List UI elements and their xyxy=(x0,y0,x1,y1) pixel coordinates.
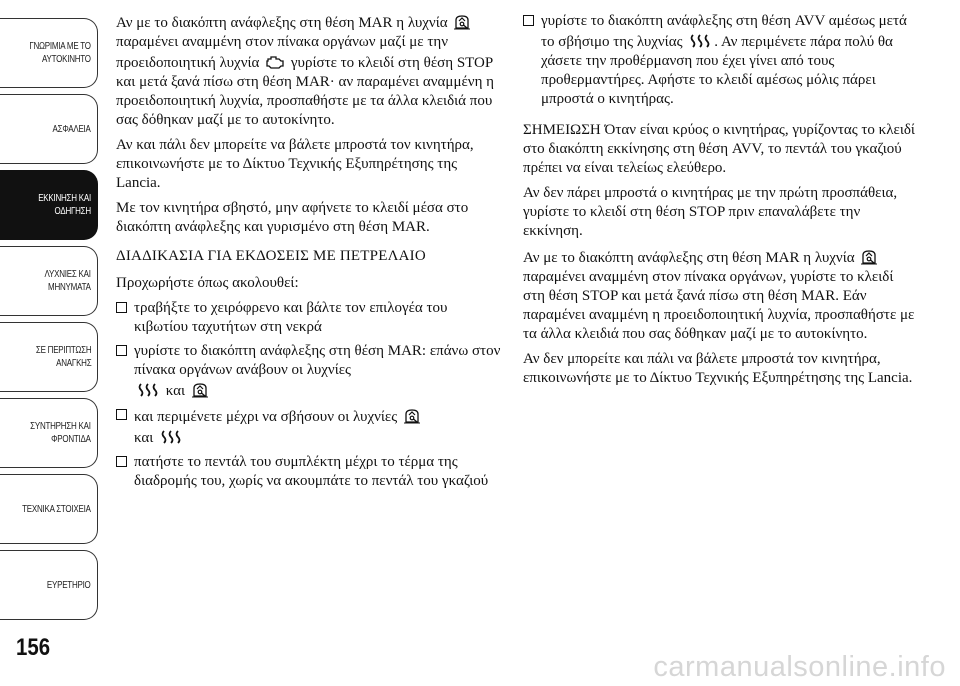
glow-plug-icon xyxy=(688,31,712,49)
glow-plug-icon xyxy=(136,380,160,398)
list-item: γυρίστε το διακόπτη ανάφλεξης στη θέση AVV αμέσως μετά το σβήσιμο της λυχνίας . Αν περιμένετε πάρα πολύ θα χάσετε την προθέρμανση που έχει γίνει από τους προθερμαντήρες. Αφήστε το κλειδί αμέσως μόλις πάρει μπροστά ο κινητήρας. xyxy=(523,12,915,109)
paragraph-retry: Αν δεν πάρει μπροστά ο κινητήρας με την πρώτη προσπάθεια, γυρίστε το κλειδί στη θέση STOP πριν επαναλάβετε την εκκίνηση. xyxy=(523,185,898,239)
checkbox-bullet-icon xyxy=(116,302,127,313)
section-heading-diesel: ΔΙΑΔΙΚΑΣΙΑ ΓΙΑ ΕΚΔΟΣΕΙΣ ΜΕ ΠΕΤΡΕΛΑΙΟ xyxy=(116,248,426,264)
paragraph-intro: Προχωρήστε όπως ακολουθεί: xyxy=(116,275,299,291)
tab-technical-data[interactable]: ΤΕΧΝΙΚΑ ΣΤΟΙΧΕΙΑ xyxy=(0,474,98,544)
list-item: και περιμένετε μέχρι να σβήσουν οι λυχνίες και xyxy=(116,406,502,448)
engine-warning-icon xyxy=(265,52,285,70)
tab-warning-lights[interactable]: ΛΥΧΝΙΕΣ ΚΑΙ ΜΗΝΥΜΑΤΑ xyxy=(0,246,98,316)
right-column xyxy=(523,12,915,394)
immobilizer-key-icon xyxy=(860,247,878,265)
paragraph-contact-service: Αν και πάλι δεν μπορείτε να βάλετε μπροστά τον κινητήρα, επικοινωνήστε με το Δίκτυο Τεχνικής Εξυπηρέτησης της Lancia. xyxy=(116,137,474,191)
paragraph-immobilizer: Αν με το διακόπτη ανάφλεξης στη θέση MAR η λυχνία παραμένει αναμμένη στον πίνακα οργάνων μαζί με την προειδοποιητική λυχνία γυρίστε το κλειδί στη θέση STOP και μετά ξανά πίσω στη θέση MAR· αν παραμένει αναμμένη η προειδοποιητική λυχνία, προσπαθήστε με τα άλλα κλειδιά που σας δόθηκαν μαζί με το αυτοκίνητο. xyxy=(116,12,502,130)
paragraph-engine-off: Με τον κινητήρα σβηστό, μην αφήνετε το κλειδί μέσα στο διακόπτη ανάφλεξης και γυρισμένο στη θέση MAR. xyxy=(116,200,469,235)
note-paragraph: ΣΗΜΕΙΩΣΗ Όταν είναι κρύος ο κινητήρας, γυρίζοντας το κλειδί στο διακόπτη εκκίνησης στη θέση AVV, το πεντάλ του γκαζιού πρέπει να είναι τελείως ελεύθερο. xyxy=(523,122,915,176)
checkbox-bullet-icon xyxy=(116,409,127,420)
tab-safety[interactable]: ΑΣΦΑΛΕΙΑ xyxy=(0,94,98,164)
checkbox-bullet-icon xyxy=(116,456,127,467)
list-item: τραβήξτε το χειρόφρενο και βάλτε τον επιλογέα του κιβωτίου ταχυτήτων στη νεκρά xyxy=(116,299,502,337)
paragraph-immobilizer-mar: Αν με το διακόπτη ανάφλεξης στη θέση MAR η λυχνία παραμένει αναμμένη στον πίνακα οργάνων, γυρίστε το κλειδί στη θέση STOP και μετά ξανά πίσω στη θέση MAR. Εάν παραμένει αναμμένη η προειδοποιητική λυχνία, προσπαθήστε με τα άλλα κλειδιά που σας δόθηκαν μαζί με το αυτοκίνητο. xyxy=(523,247,915,344)
tab-emergency[interactable]: ΣΕ ΠΕΡΙΠΤΩΣΗ ΑΝΑΓΚΗΣ xyxy=(0,322,98,392)
checkbox-bullet-icon xyxy=(116,345,127,356)
tab-getting-to-know[interactable]: ΓΝΩΡΙΜΙΑ ΜΕ ΤΟ ΑΥΤΟΚΙΝΗΤΟ xyxy=(0,18,98,88)
immobilizer-key-icon xyxy=(453,12,471,30)
checkbox-bullet-icon xyxy=(523,15,534,26)
page-number: 156 xyxy=(16,634,51,661)
watermark: carmanualsonline.info xyxy=(653,651,946,683)
list-item: γυρίστε το διακόπτη ανάφλεξης στη θέση MAR: επάνω στον πίνακα οργάνων ανάβουν οι λυχνίες και xyxy=(116,342,502,401)
immobilizer-key-icon xyxy=(191,380,209,398)
list-item: πατήστε το πεντάλ του συμπλέκτη μέχρι το τέρμα της διαδρομής του, χωρίς να ακουμπάτε το πεντάλ του γκαζιού xyxy=(116,453,502,491)
left-column xyxy=(116,12,502,496)
glow-plug-icon xyxy=(159,427,183,445)
tab-index[interactable]: ΕΥΡΕΤΗΡΙΟ xyxy=(0,550,98,620)
immobilizer-key-icon xyxy=(403,406,421,424)
tab-maintenance[interactable]: ΣΥΝΤΗΡΗΣΗ ΚΑΙ ΦΡΟΝΤΙΔΑ xyxy=(0,398,98,468)
tab-starting-driving[interactable]: ΕΚΚΙΝΗΣΗ ΚΑΙ ΟΔΗΓΗΣΗ xyxy=(0,170,98,240)
paragraph-contact-service-2: Αν δεν μπορείτε και πάλι να βάλετε μπροστά τον κινητήρα, επικοινωνήστε με το Δίκτυο Τεχνικής Εξυπηρέτησης της Lancia. xyxy=(523,351,913,386)
